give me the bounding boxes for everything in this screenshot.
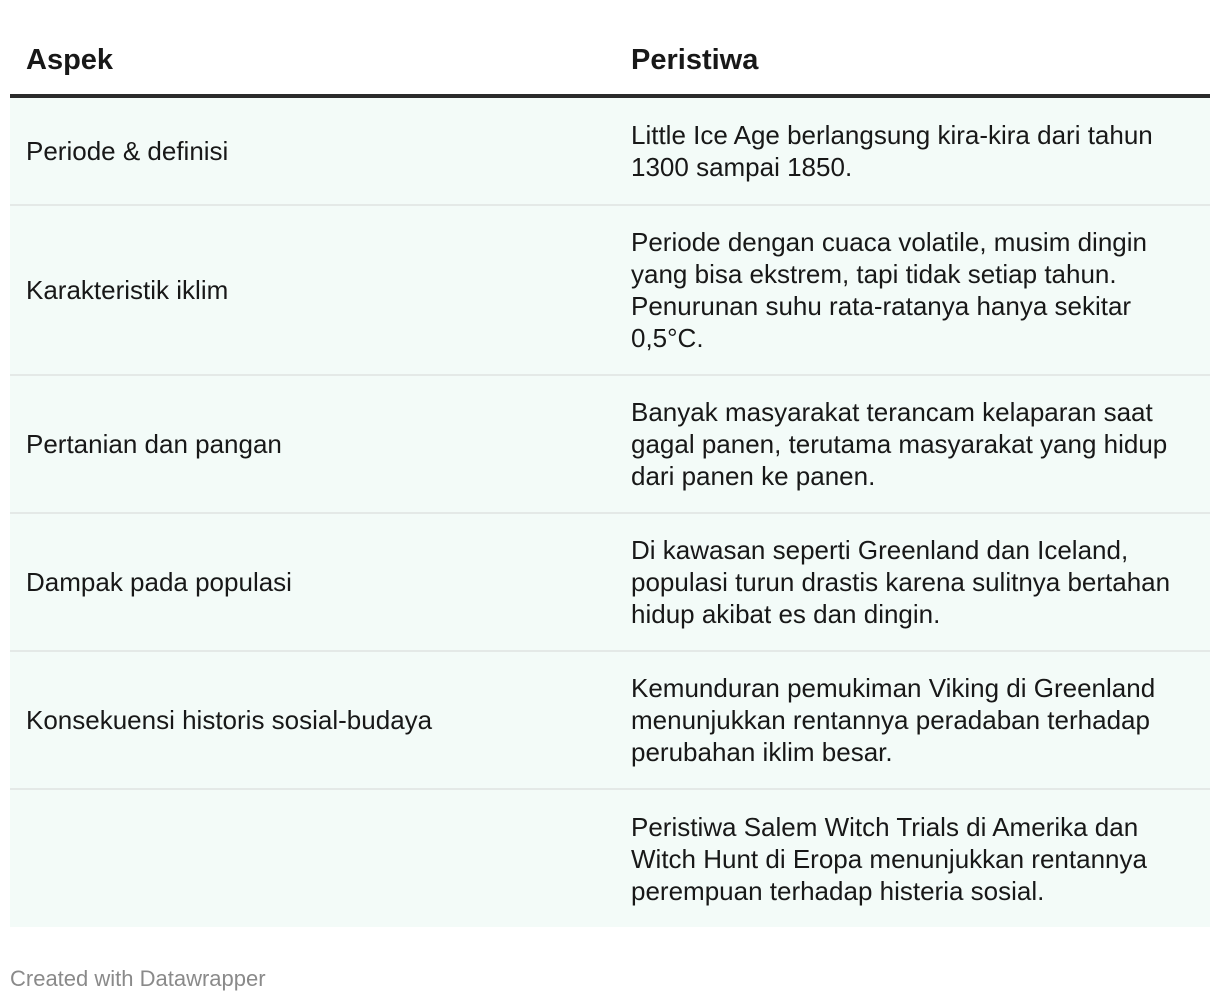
table-row <box>10 98 1210 206</box>
cell-event: Little Ice Age berlangsung kira-kira dari tahun 1300 sampai 1850. <box>631 120 1153 182</box>
cell-event: Banyak masyarakat terancam kelaparan saat gagal panen, terutama masyarakat yang hidup dari panen ke panen. <box>631 397 1168 491</box>
cell-aspect: Karakteristik iklim <box>26 275 229 305</box>
cell-aspect: Pertanian dan pangan <box>26 429 282 459</box>
cell-aspect: Periode & definisi <box>26 136 229 166</box>
cell-event: Di kawasan seperti Greenland dan Iceland, populasi turun drastis karena sulitnya bertahan hidup akibat es dan dingin. <box>631 535 1171 629</box>
table-row <box>10 206 1210 376</box>
datawrapper-credit[interactable]: Created with Datawrapper <box>10 966 266 991</box>
column-header-aspek[interactable]: Aspek <box>26 44 114 76</box>
column-header-peristiwa[interactable]: Peristiwa <box>631 44 759 76</box>
cell-event: Kemunduran pemukiman Viking di Greenland menunjukkan rentannya peradaban terhadap perubahan iklim besar. <box>631 673 1156 767</box>
cell-aspect: Konsekuensi historis sosial-budaya <box>26 705 433 735</box>
table-row <box>10 652 1210 790</box>
table-header <box>10 0 1210 98</box>
cell-aspect: Dampak pada populasi <box>26 567 292 597</box>
table-body <box>10 98 1210 927</box>
table-row <box>10 514 1210 652</box>
cell-event: Periode dengan cuaca volatile, musim dingin yang bisa ekstrem, tapi tidak setiap tahun. Penurunan suhu rata-ratanya hanya sekitar 0,5°C. <box>631 227 1147 353</box>
table-row <box>10 376 1210 514</box>
cell-event: Peristiwa Salem Witch Trials di Amerika dan Witch Hunt di Eropa menunjukkan rentannya perempuan terhadap histeria sosial. <box>631 811 1147 906</box>
table-row <box>10 790 1210 927</box>
data-table <box>10 0 1210 927</box>
